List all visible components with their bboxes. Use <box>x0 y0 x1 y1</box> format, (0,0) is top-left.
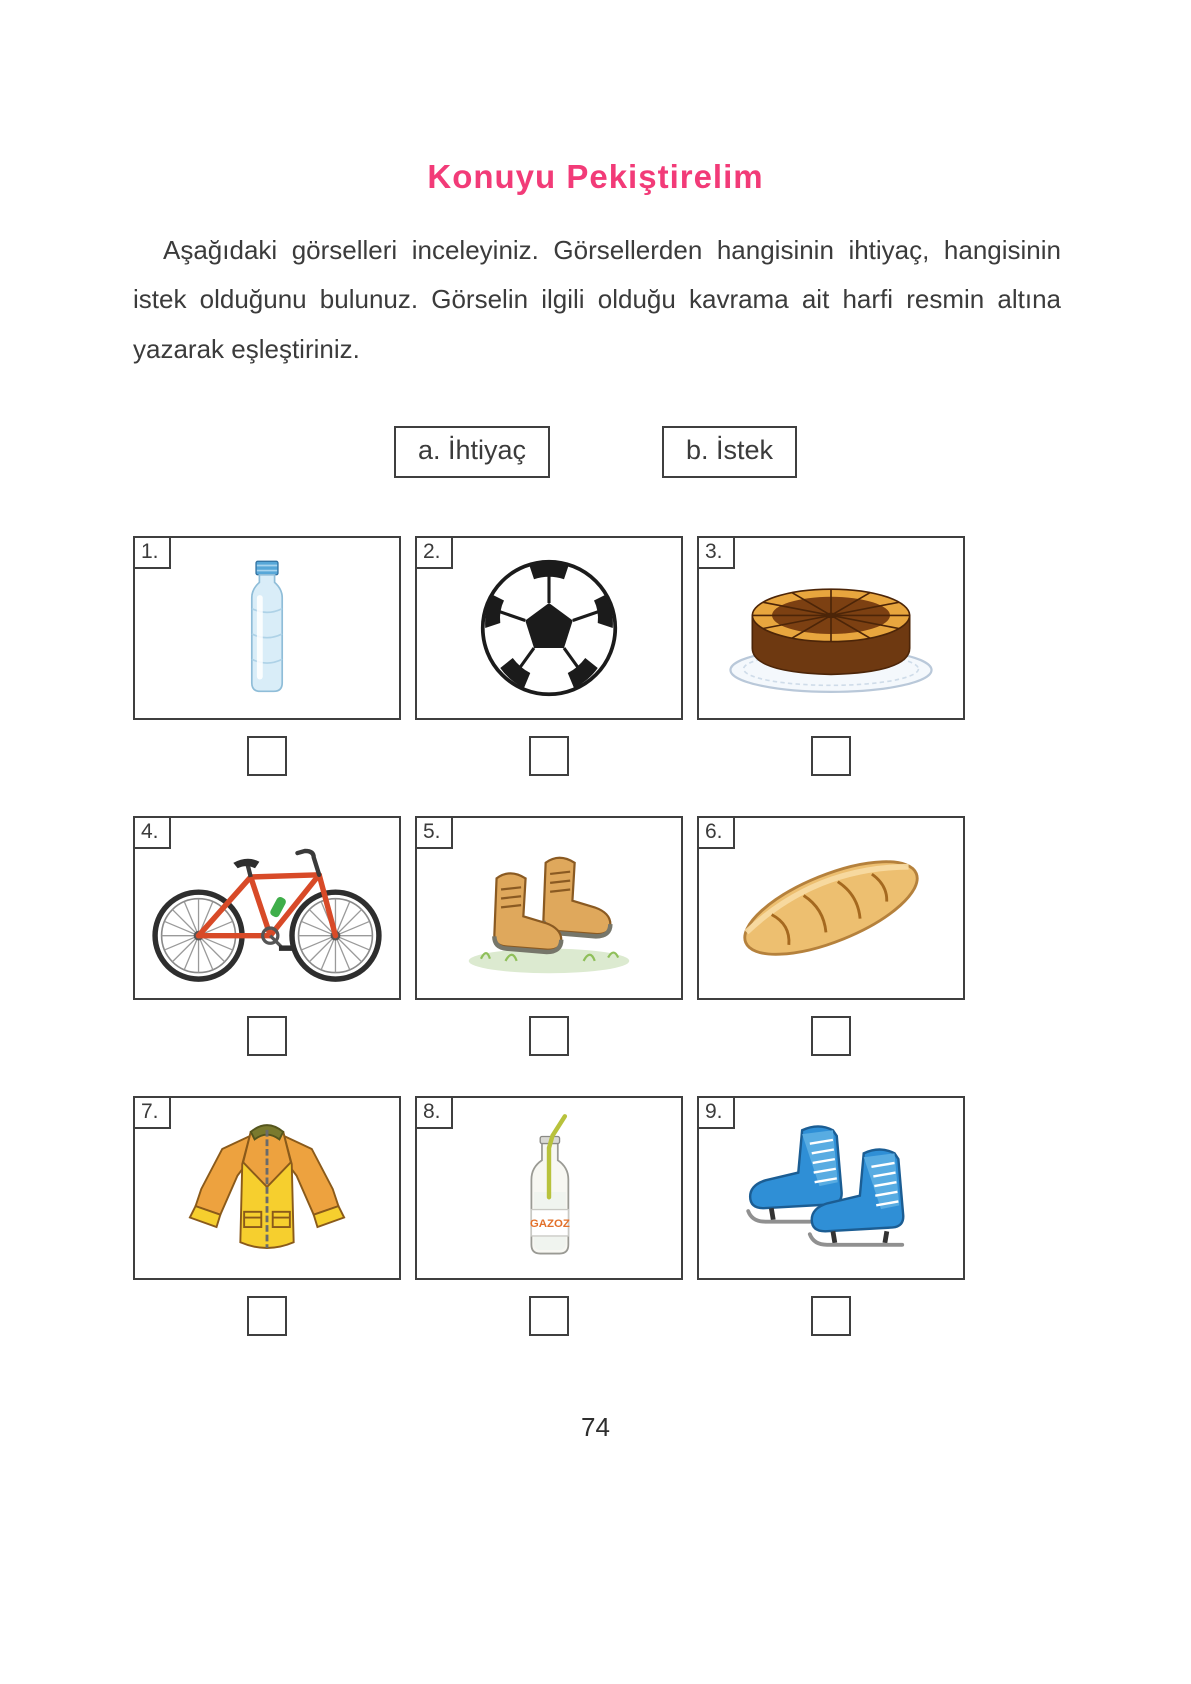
item-number-9: 9. <box>697 1096 735 1129</box>
item-number-2: 2. <box>415 536 453 569</box>
picture-box-cake <box>697 536 965 720</box>
picture-box-ice-skates <box>697 1096 965 1280</box>
picture-box-water-bottle <box>133 536 401 720</box>
item-number-4: 4. <box>133 816 171 849</box>
chocolate-cake-illustration <box>716 552 946 705</box>
answer-box-4[interactable] <box>247 1016 287 1056</box>
page-number: 74 <box>581 1412 610 1442</box>
item-number-6: 6. <box>697 816 735 849</box>
concept-legend <box>0 426 1191 478</box>
item-number-3: 3. <box>697 536 735 569</box>
item-cell-5 <box>415 816 683 1056</box>
bicycle-illustration <box>142 827 392 990</box>
picture-box-jacket <box>133 1096 401 1280</box>
answer-box-3[interactable] <box>811 736 851 776</box>
item-cell-4 <box>133 816 401 1056</box>
water-bottle-illustration <box>229 556 305 700</box>
item-number-7: 7. <box>133 1096 171 1129</box>
soccer-ball-illustration <box>474 553 624 703</box>
answer-box-5[interactable] <box>529 1016 569 1056</box>
item-number-1: 1. <box>133 536 171 569</box>
picture-box-bread <box>697 816 965 1000</box>
item-cell-6 <box>697 816 965 1056</box>
winter-jacket-illustration <box>167 1107 367 1269</box>
item-number-5: 5. <box>415 816 453 849</box>
picture-box-bicycle <box>133 816 401 1000</box>
picture-box-soda <box>415 1096 683 1280</box>
item-cell-8 <box>415 1096 683 1336</box>
item-cell-7 <box>133 1096 401 1336</box>
soda-bottle-illustration <box>505 1111 593 1265</box>
option-a-ihtiyac: a. İhtiyaç <box>394 426 550 478</box>
item-cell-1 <box>133 536 401 776</box>
answer-box-8[interactable] <box>529 1296 569 1336</box>
answer-box-9[interactable] <box>811 1296 851 1336</box>
items-grid <box>133 536 965 1376</box>
bread-loaf-illustration <box>716 839 946 977</box>
instructions-text: Aşağıdaki görselleri inceleyiniz. Görsellerden hangisinin ihtiyaç, hangisinin istek olduğunu bulunuz. Görselin ilgili olduğu kavrama ait harfi resmin altına yazarak eşleştiriniz. <box>133 235 1061 364</box>
boots-illustration <box>454 836 644 981</box>
soda-label-text: GAZOZ <box>529 1218 570 1231</box>
answer-box-1[interactable] <box>247 736 287 776</box>
item-cell-9 <box>697 1096 965 1336</box>
answer-box-6[interactable] <box>811 1016 851 1056</box>
page-title: Konuyu Pekiştirelim <box>427 158 764 195</box>
ice-skates-illustration <box>725 1111 937 1265</box>
answer-box-7[interactable] <box>247 1296 287 1336</box>
answer-box-2[interactable] <box>529 736 569 776</box>
picture-box-boots <box>415 816 683 1000</box>
picture-box-soccer-ball <box>415 536 683 720</box>
item-cell-3 <box>697 536 965 776</box>
item-cell-2 <box>415 536 683 776</box>
option-b-istek: b. İstek <box>662 426 797 478</box>
item-number-8: 8. <box>415 1096 453 1129</box>
